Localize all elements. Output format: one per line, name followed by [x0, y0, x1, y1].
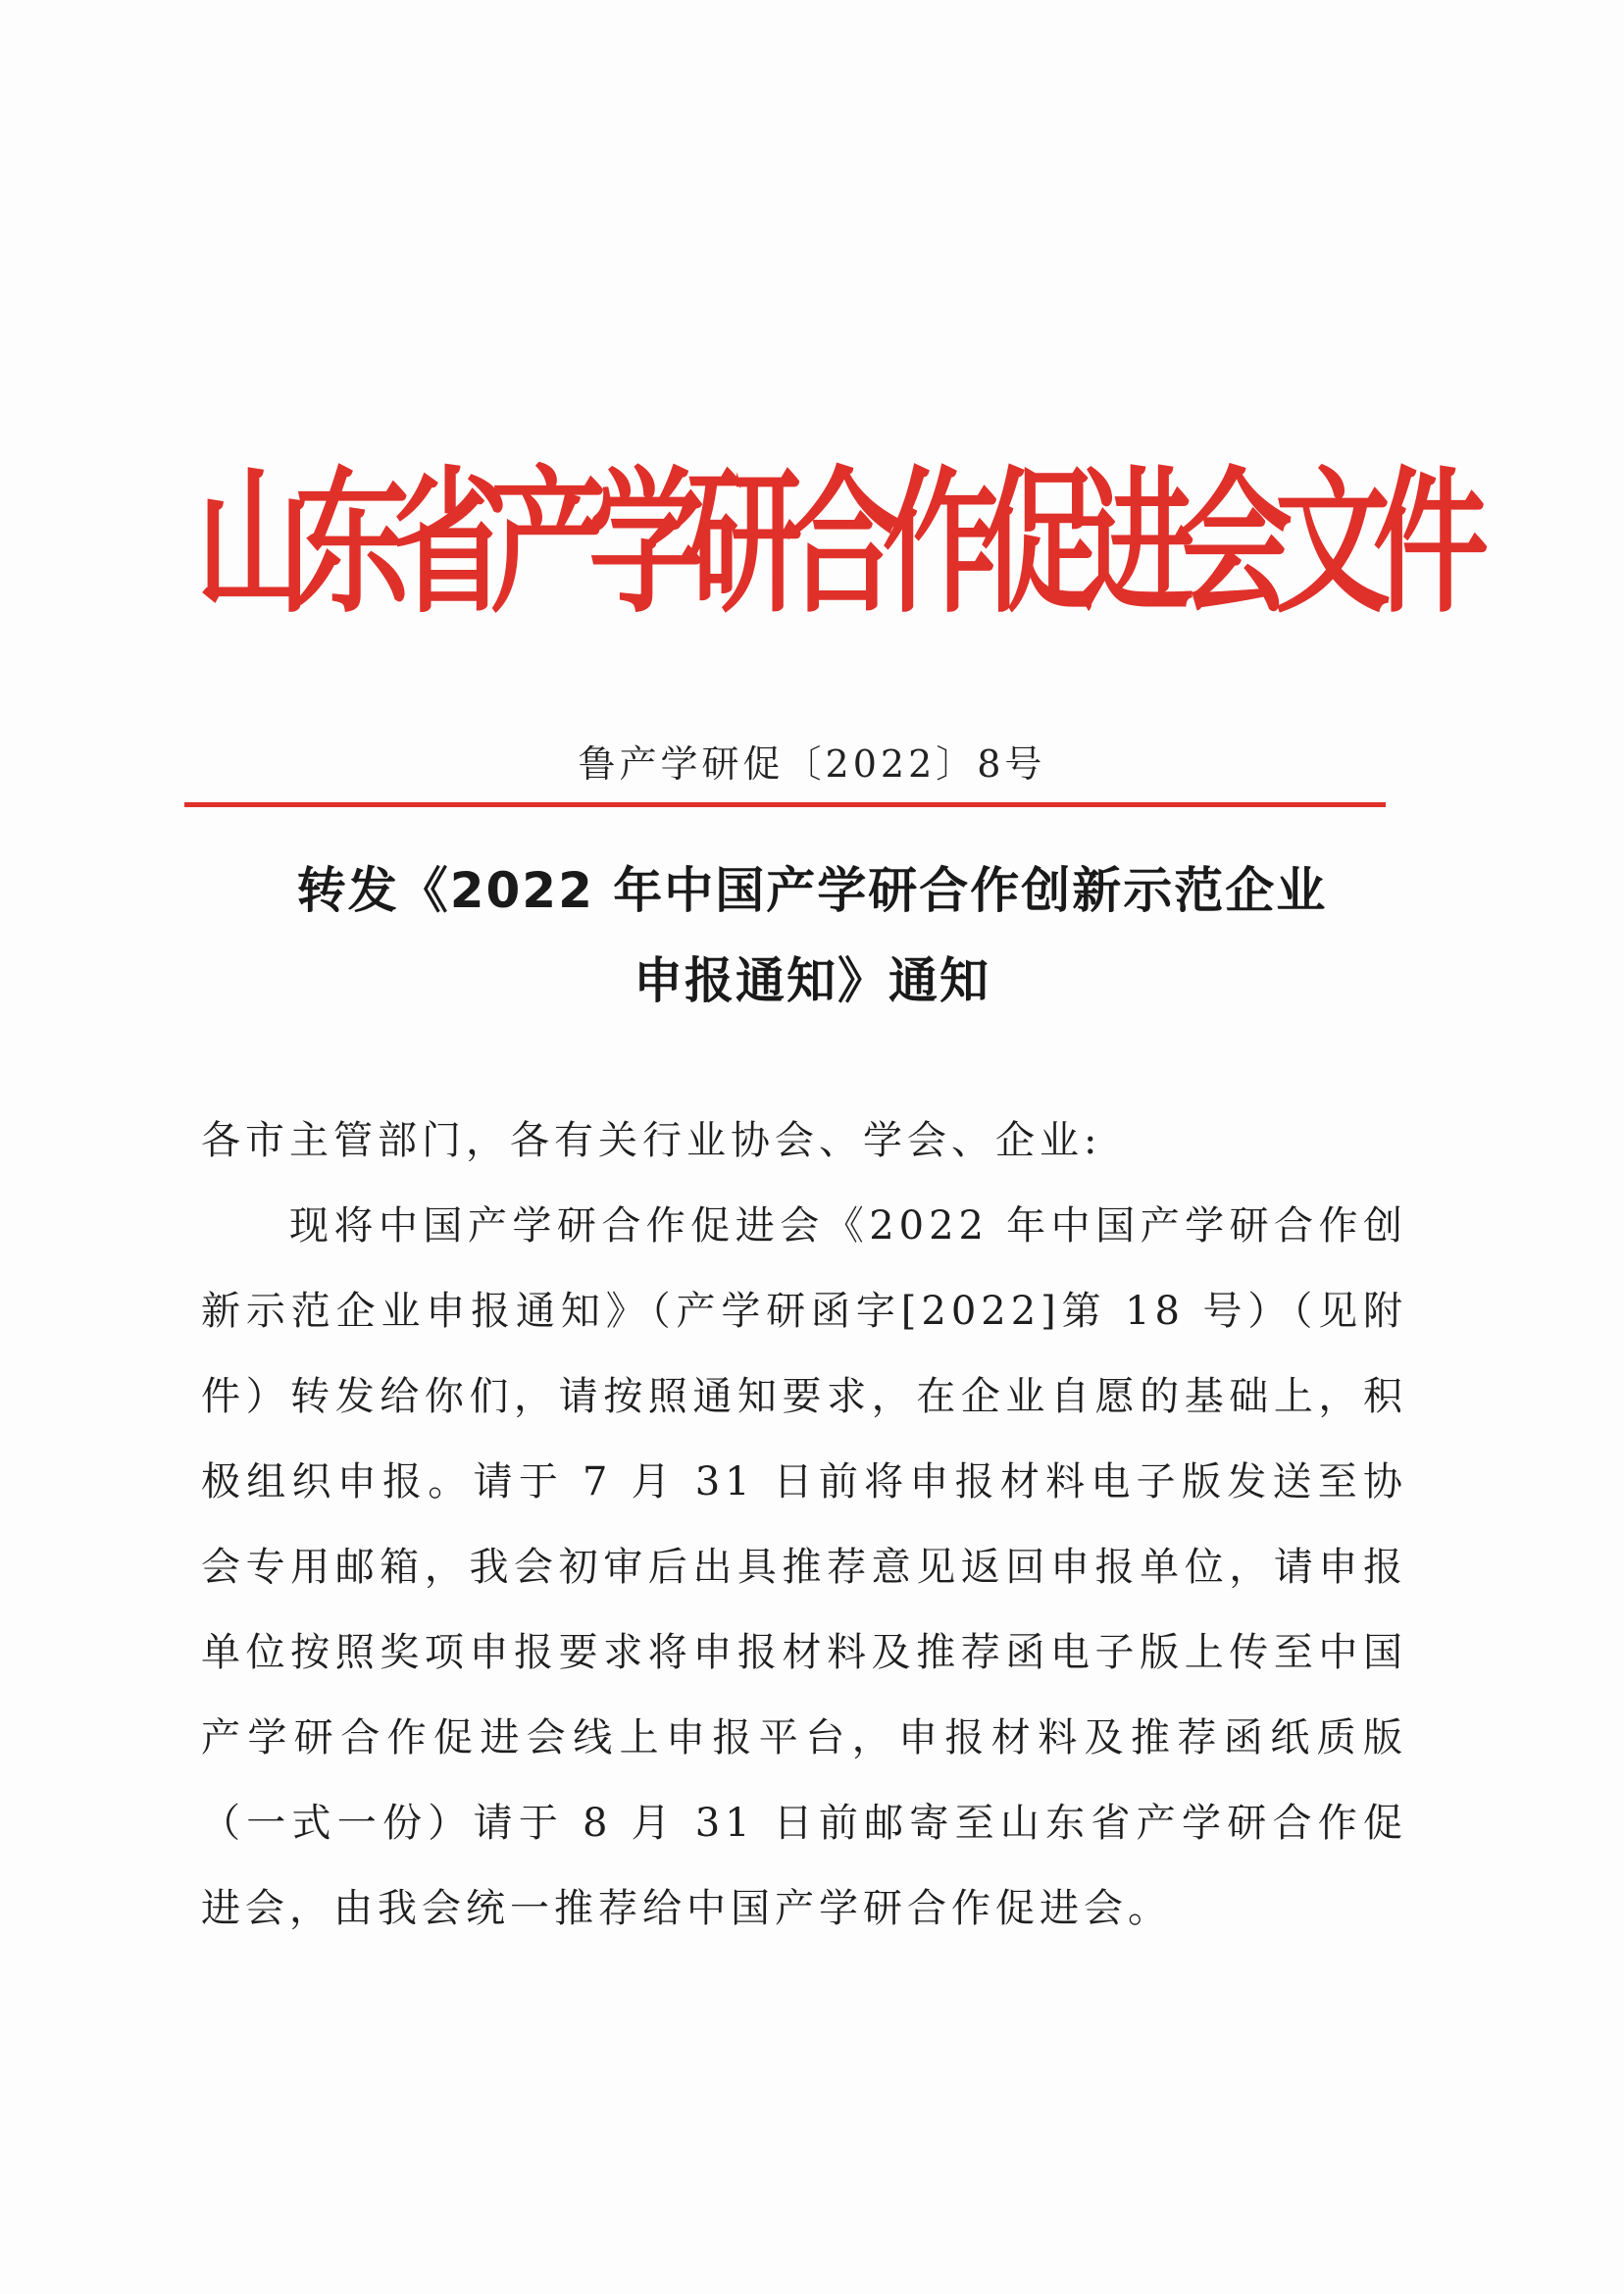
salutation: 各市主管部门，各有关行业协会、学会、企业:: [201, 1118, 1102, 1163]
header-char: 促: [981, 451, 1097, 635]
header-divider: [184, 802, 1386, 807]
header-char: 会: [1177, 451, 1294, 635]
document-number: 鲁产学研促〔2022〕8号: [578, 742, 1046, 786]
header-char: 文: [1275, 451, 1392, 635]
header-char: 合: [785, 451, 901, 635]
header-char: 学: [588, 451, 705, 635]
header-char: 省: [392, 451, 509, 635]
notice-title-line-2: 申报通知》通知: [634, 952, 990, 1009]
notice-body: [201, 1098, 1407, 1952]
header-char: 件: [1373, 451, 1490, 635]
header-char: 作: [883, 451, 999, 635]
body-paragraph: 现将中国产学研合作促进会《2022 年中国产学研合作创新示范企业申报通知》（产学研函字[2022]第 18 号）（见附件）转发给你们，请按照通知要求，在企业自愿的基础上，积极组织申报。请于 7 月 31 日前将申报材料电子版发送至协会专用邮箱，我会初审后出具推荐意见返回申报单位，请申报单位按照奖项申报要求将申报材料及推荐函电子版上传至中国产学研合作促进会线上申报平台，申报材料及推荐函纸质版（一式一份）请于 8 月 31 日前邮寄至山东省产学研合作促进会，由我会统一推荐给中国产学研合作促进会。: [201, 1203, 1407, 1931]
header-char: 产: [490, 451, 607, 635]
notice-title-line-1: 转发《2022 年中国产学研合作创新示范企业: [296, 862, 1328, 919]
notice-title: [0, 845, 1624, 1026]
header-char: 研: [686, 451, 803, 635]
header-char: 山: [196, 451, 313, 635]
header-char: 东: [294, 451, 411, 635]
document-header-title: [196, 397, 1490, 662]
header-char: 进: [1079, 451, 1195, 635]
